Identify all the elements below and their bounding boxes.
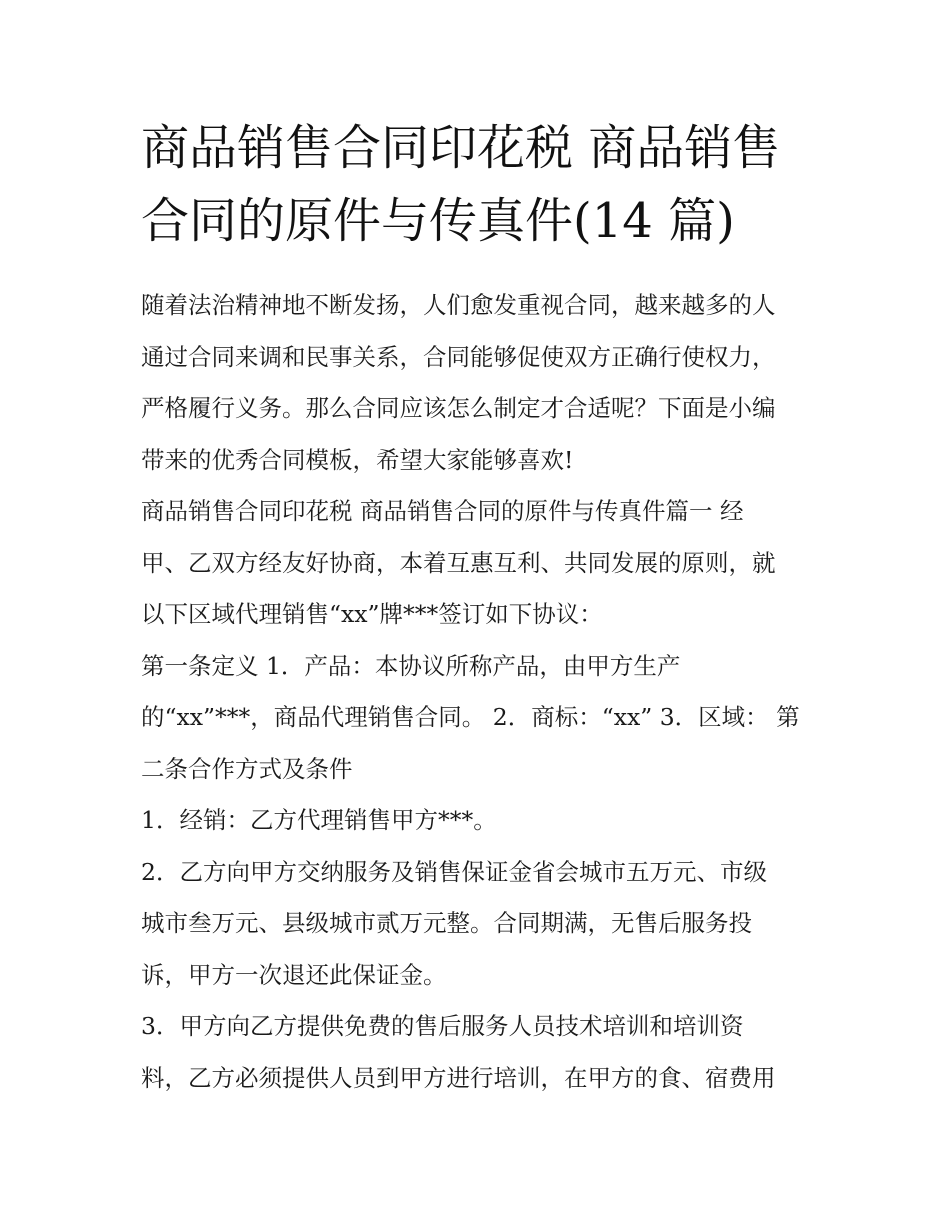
text-line: 通过合同来调和民事关系，合同能够促使双方正确行使权力， (141, 342, 776, 371)
text-line: 二条合作方式及条件 (141, 754, 353, 783)
text-line: 严格履行义务。那么合同应该怎么制定才合适呢？下面是小编 (141, 394, 776, 422)
text-line: 随着法治精神地不断发扬，人们愈发重视合同，越来越多的人 (141, 291, 776, 319)
paragraph-item-1 (141, 795, 821, 847)
paragraph-item-2 (141, 847, 821, 1002)
text-line: 3．甲方向乙方提供免费的售后服务人员技术培训和培训资 (141, 1012, 744, 1040)
document-body (141, 280, 821, 1104)
text-line: 商品销售合同印花税 商品销售合同的原件与传真件篇一 经 (141, 497, 744, 525)
text-line: 甲、乙双方经友好协商，本着互惠互利、共同发展的原则，就 (141, 548, 776, 577)
document-title (141, 112, 821, 258)
text-line: 料，乙方必须提供人员到甲方进行培训，在甲方的食、宿费用 (141, 1063, 776, 1092)
document-page (141, 112, 821, 1104)
text-line: 带来的优秀合同模板，希望大家能够喜欢! (141, 445, 574, 474)
paragraph-section-one (141, 486, 821, 641)
text-line: 城市叁万元、县级城市贰万元整。合同期满，无售后服务投 (141, 909, 752, 937)
paragraph-item-3 (141, 1001, 821, 1104)
text-line: 以下区域代理销售“xx”牌***签订如下协议： (141, 600, 603, 628)
text-line: 1．经销：乙方代理销售甲方***。 (141, 806, 497, 834)
paragraph-intro (141, 280, 821, 486)
text-line: 2．乙方向甲方交纳服务及销售保证金省会城市五万元、市级 (141, 857, 767, 886)
title-line: 商品销售合同印花税 商品销售 (141, 120, 781, 176)
title-line: 合同的原件与传真件(14 篇) (141, 193, 735, 249)
text-line: 诉，甲方一次退还此保证金。 (141, 960, 447, 989)
paragraph-article-one (141, 641, 821, 796)
text-line: 的“xx”***，商品代理销售合同。 2．商标：“xx” 3．区域： 第 (141, 703, 800, 731)
text-line: 第一条定义 1．产品：本协议所称产品，由甲方生产 (141, 651, 681, 680)
